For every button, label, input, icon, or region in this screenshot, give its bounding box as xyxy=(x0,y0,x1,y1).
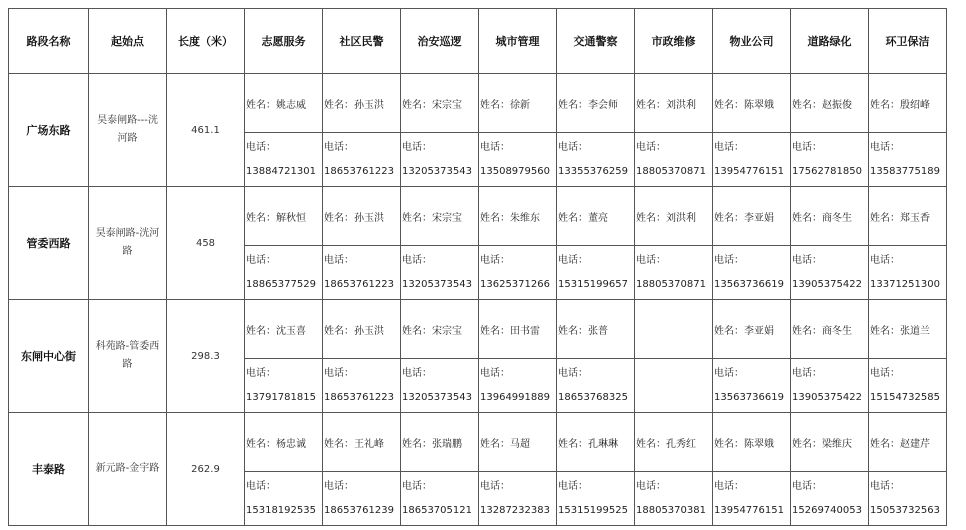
name-label: 姓名： xyxy=(246,438,276,450)
contact-name-cell xyxy=(869,187,947,246)
contact-name-cell xyxy=(869,74,947,133)
contact-name-cell xyxy=(791,187,869,246)
contact-name: 解秋恒 xyxy=(276,212,306,224)
header-span: 起始点 xyxy=(89,9,167,74)
contact-name-cell xyxy=(869,300,947,359)
name-label: 姓名： xyxy=(480,438,510,450)
phone-label: 电话： xyxy=(558,142,588,153)
contact-phone-cell xyxy=(245,133,323,187)
contact-name: 王礼峰 xyxy=(354,438,384,450)
contact-phone-cell xyxy=(323,133,401,187)
header-municipal-repair: 市政维修 xyxy=(635,9,713,74)
phone-label: 电话： xyxy=(636,481,666,492)
contact-phone-cell xyxy=(323,246,401,300)
name-label: 姓名： xyxy=(558,212,588,224)
contact-phone: 13508979560 xyxy=(480,166,550,177)
contact-name: 张道兰 xyxy=(900,325,930,337)
contact-name-cell xyxy=(791,300,869,359)
contact-name-cell xyxy=(869,413,947,472)
header-volunteer: 志愿服务 xyxy=(245,9,323,74)
road-length-cell: 458 xyxy=(167,187,245,300)
road-length-cell: 298.3 xyxy=(167,300,245,413)
phone-label: 电话： xyxy=(870,481,900,492)
name-label: 姓名： xyxy=(870,325,900,337)
road-span-cell: 昊泰闸路---洸河路 xyxy=(89,74,167,187)
contact-name-cell xyxy=(557,413,635,472)
name-label: 姓名： xyxy=(324,99,354,111)
contact-name-cell xyxy=(323,300,401,359)
contact-name: 殷绍峰 xyxy=(900,99,930,111)
contact-phone: 13905375422 xyxy=(792,279,862,290)
contact-name: 孙玉洪 xyxy=(354,212,384,224)
road-duty-table xyxy=(8,8,947,526)
contact-phone-cell xyxy=(791,246,869,300)
road-duty-sheet xyxy=(8,8,947,526)
contact-phone-cell xyxy=(401,133,479,187)
name-label: 姓名： xyxy=(480,212,510,224)
road-length-cell: 461.1 xyxy=(167,74,245,187)
name-label: 姓名： xyxy=(870,99,900,111)
contact-phone-cell xyxy=(869,133,947,187)
contact-phone: 18865377529 xyxy=(246,279,316,290)
phone-label: 电话： xyxy=(558,368,588,379)
phone-label: 电话： xyxy=(792,481,822,492)
contact-phone: 13563736619 xyxy=(714,279,784,290)
contact-phone-cell xyxy=(557,246,635,300)
phone-label: 电话： xyxy=(870,368,900,379)
header-row xyxy=(9,9,947,74)
name-label: 姓名： xyxy=(246,325,276,337)
header-road-name: 路段名称 xyxy=(9,9,89,74)
phone-label: 电话： xyxy=(324,255,354,266)
contact-phone: 15315199657 xyxy=(558,279,628,290)
table-row xyxy=(9,74,947,133)
contact-name: 徐新 xyxy=(510,99,530,111)
contact-phone: 13371251300 xyxy=(870,279,940,290)
contact-phone-cell xyxy=(323,359,401,413)
contact-phone: 13954776151 xyxy=(714,166,784,177)
contact-phone-cell xyxy=(635,359,713,413)
contact-phone: 15269740053 xyxy=(792,505,862,516)
phone-label: 电话： xyxy=(714,255,744,266)
phone-label: 电话： xyxy=(246,142,276,153)
name-label: 姓名： xyxy=(714,325,744,337)
contact-phone-cell xyxy=(401,472,479,526)
contact-name-cell xyxy=(479,187,557,246)
contact-name: 孔秀红 xyxy=(666,438,696,450)
name-label: 姓名： xyxy=(402,325,432,337)
contact-name: 姚志威 xyxy=(276,99,306,111)
contact-phone-cell xyxy=(557,472,635,526)
contact-phone-cell xyxy=(245,246,323,300)
name-label: 姓名： xyxy=(792,99,822,111)
phone-label: 电话： xyxy=(246,368,276,379)
contact-name: 商冬生 xyxy=(822,325,852,337)
contact-name-cell xyxy=(245,187,323,246)
road-name-cell: 丰泰路 xyxy=(9,413,89,526)
header-length: 长度（米） xyxy=(167,9,245,74)
road-length-cell: 262.9 xyxy=(167,413,245,526)
contact-phone: 17562781850 xyxy=(792,166,862,177)
header-property-company: 物业公司 xyxy=(713,9,791,74)
name-label: 姓名： xyxy=(324,325,354,337)
name-label: 姓名： xyxy=(792,212,822,224)
table-row xyxy=(9,413,947,472)
name-label: 姓名： xyxy=(480,99,510,111)
contact-name-cell xyxy=(245,413,323,472)
name-label: 姓名： xyxy=(558,99,588,111)
contact-name: 赵振俊 xyxy=(822,99,852,111)
phone-label: 电话： xyxy=(480,368,510,379)
name-label: 姓名： xyxy=(402,99,432,111)
contact-name: 孙玉洪 xyxy=(354,99,384,111)
contact-phone: 18805370871 xyxy=(636,279,706,290)
name-label: 姓名： xyxy=(402,212,432,224)
phone-label: 电话： xyxy=(792,368,822,379)
name-label: 姓名： xyxy=(324,438,354,450)
contact-name: 马超 xyxy=(510,438,530,450)
contact-name: 杨忠诚 xyxy=(276,438,306,450)
phone-label: 电话： xyxy=(870,142,900,153)
name-label: 姓名： xyxy=(714,438,744,450)
contact-phone: 13287232383 xyxy=(480,505,550,516)
contact-name-cell xyxy=(635,413,713,472)
contact-phone-cell xyxy=(791,359,869,413)
name-label: 姓名： xyxy=(558,325,588,337)
road-span-cell: 科苑路-管委西路 xyxy=(89,300,167,413)
contact-phone: 18653761223 xyxy=(324,166,394,177)
contact-phone-cell xyxy=(245,472,323,526)
contact-name-cell xyxy=(557,187,635,246)
contact-phone: 18805370381 xyxy=(636,505,706,516)
contact-name-cell xyxy=(479,413,557,472)
contact-name-cell xyxy=(479,300,557,359)
contact-phone: 18805370871 xyxy=(636,166,706,177)
contact-phone-cell xyxy=(791,133,869,187)
name-label: 姓名： xyxy=(480,325,510,337)
contact-name-cell xyxy=(713,74,791,133)
contact-name-cell xyxy=(323,74,401,133)
name-label: 姓名： xyxy=(870,212,900,224)
header-security-patrol: 治安巡逻 xyxy=(401,9,479,74)
contact-name: 孙玉洪 xyxy=(354,325,384,337)
contact-name: 李亚娟 xyxy=(744,325,774,337)
contact-phone: 13205373543 xyxy=(402,166,472,177)
name-label: 姓名： xyxy=(558,438,588,450)
contact-phone-cell xyxy=(479,472,557,526)
contact-phone: 18653761223 xyxy=(324,392,394,403)
contact-name-cell xyxy=(791,413,869,472)
contact-name-cell xyxy=(713,413,791,472)
name-label: 姓名： xyxy=(714,212,744,224)
contact-phone-cell xyxy=(557,359,635,413)
contact-phone-cell xyxy=(791,472,869,526)
name-label: 姓名： xyxy=(636,438,666,450)
contact-phone-cell xyxy=(713,359,791,413)
contact-phone: 13964991889 xyxy=(480,392,550,403)
contact-phone-cell xyxy=(713,472,791,526)
contact-name-cell xyxy=(479,74,557,133)
phone-label: 电话： xyxy=(714,142,744,153)
contact-name-cell xyxy=(245,300,323,359)
phone-label: 电话： xyxy=(870,255,900,266)
phone-label: 电话： xyxy=(402,481,432,492)
contact-name: 刘洪利 xyxy=(666,212,696,224)
phone-label: 电话： xyxy=(480,255,510,266)
header-road-greening: 道路绿化 xyxy=(791,9,869,74)
name-label: 姓名： xyxy=(246,212,276,224)
phone-label: 电话： xyxy=(636,255,666,266)
contact-phone-cell xyxy=(869,472,947,526)
name-label: 姓名： xyxy=(636,99,666,111)
header-traffic-police: 交通警察 xyxy=(557,9,635,74)
contact-phone-cell xyxy=(323,472,401,526)
contact-phone-cell xyxy=(635,133,713,187)
contact-name: 郑玉香 xyxy=(900,212,930,224)
phone-label: 电话： xyxy=(402,368,432,379)
phone-label: 电话： xyxy=(246,255,276,266)
contact-phone-cell xyxy=(635,246,713,300)
header-sanitation: 环卫保洁 xyxy=(869,9,947,74)
contact-phone: 13884721301 xyxy=(246,166,316,177)
contact-name: 张瑞鹏 xyxy=(432,438,462,450)
contact-phone: 18653761223 xyxy=(324,279,394,290)
road-span-cell: 昊泰闸路-洸河路 xyxy=(89,187,167,300)
contact-name-cell xyxy=(713,300,791,359)
contact-phone-cell xyxy=(869,246,947,300)
table-body xyxy=(9,74,947,526)
contact-name: 陈翠娥 xyxy=(744,438,774,450)
contact-name: 宋宗宝 xyxy=(432,212,462,224)
contact-name: 陈翠娥 xyxy=(744,99,774,111)
name-label: 姓名： xyxy=(324,212,354,224)
road-name-cell: 管委西路 xyxy=(9,187,89,300)
contact-name-cell xyxy=(557,300,635,359)
contact-phone: 18653768325 xyxy=(558,392,628,403)
contact-name-cell xyxy=(323,187,401,246)
phone-label: 电话： xyxy=(246,481,276,492)
phone-label: 电话： xyxy=(480,481,510,492)
contact-name: 张普 xyxy=(588,325,608,337)
name-label: 姓名： xyxy=(636,212,666,224)
name-label: 姓名： xyxy=(246,99,276,111)
name-label: 姓名： xyxy=(792,325,822,337)
road-name-cell: 广场东路 xyxy=(9,74,89,187)
contact-name-cell xyxy=(323,413,401,472)
contact-phone-cell xyxy=(557,133,635,187)
contact-phone-cell xyxy=(401,246,479,300)
contact-name: 赵建芹 xyxy=(900,438,930,450)
contact-name: 商冬生 xyxy=(822,212,852,224)
name-label: 姓名： xyxy=(792,438,822,450)
contact-name: 田书雷 xyxy=(510,325,540,337)
phone-label: 电话： xyxy=(324,142,354,153)
contact-phone-cell xyxy=(245,359,323,413)
contact-name-cell xyxy=(635,187,713,246)
phone-label: 电话： xyxy=(324,368,354,379)
table-row xyxy=(9,187,947,246)
phone-label: 电话： xyxy=(714,368,744,379)
name-label: 姓名： xyxy=(870,438,900,450)
table-row xyxy=(9,300,947,359)
contact-phone: 13205373543 xyxy=(402,392,472,403)
contact-phone: 13355376259 xyxy=(558,166,628,177)
contact-name: 朱维东 xyxy=(510,212,540,224)
phone-label: 电话： xyxy=(402,142,432,153)
phone-label: 电话： xyxy=(402,255,432,266)
contact-name-cell xyxy=(401,74,479,133)
contact-name-cell xyxy=(401,413,479,472)
contact-name: 宋宗宝 xyxy=(432,99,462,111)
name-label: 姓名： xyxy=(714,99,744,111)
name-label: 姓名： xyxy=(402,438,432,450)
header-community-police: 社区民警 xyxy=(323,9,401,74)
phone-label: 电话： xyxy=(558,255,588,266)
contact-phone: 13563736619 xyxy=(714,392,784,403)
contact-phone-cell xyxy=(401,359,479,413)
contact-phone: 13625371266 xyxy=(480,279,550,290)
contact-phone: 13205373543 xyxy=(402,279,472,290)
road-name-cell: 东闸中心街 xyxy=(9,300,89,413)
phone-label: 电话： xyxy=(792,255,822,266)
contact-phone: 15315199525 xyxy=(558,505,628,516)
contact-name-cell xyxy=(635,300,713,359)
contact-name-cell xyxy=(791,74,869,133)
contact-name: 刘洪利 xyxy=(666,99,696,111)
contact-phone: 13954776151 xyxy=(714,505,784,516)
phone-label: 电话： xyxy=(636,142,666,153)
contact-phone-cell xyxy=(479,246,557,300)
contact-phone: 15154732585 xyxy=(870,392,940,403)
contact-phone-cell xyxy=(713,246,791,300)
contact-name-cell xyxy=(635,74,713,133)
header-city-management: 城市管理 xyxy=(479,9,557,74)
contact-name: 董亮 xyxy=(588,212,608,224)
contact-name-cell xyxy=(401,187,479,246)
contact-name: 沈玉喜 xyxy=(276,325,306,337)
phone-label: 电话： xyxy=(480,142,510,153)
contact-name: 宋宗宝 xyxy=(432,325,462,337)
contact-name-cell xyxy=(245,74,323,133)
contact-name-cell xyxy=(713,187,791,246)
contact-phone-cell xyxy=(479,359,557,413)
contact-phone: 18653761239 xyxy=(324,505,394,516)
contact-name: 孔琳琳 xyxy=(588,438,618,450)
contact-phone: 13905375422 xyxy=(792,392,862,403)
contact-phone: 13583775189 xyxy=(870,166,940,177)
contact-name-cell xyxy=(557,74,635,133)
phone-label: 电话： xyxy=(792,142,822,153)
contact-name: 李会师 xyxy=(588,99,618,111)
phone-label: 电话： xyxy=(558,481,588,492)
phone-label: 电话： xyxy=(714,481,744,492)
contact-phone: 13791781815 xyxy=(246,392,316,403)
contact-phone: 15318192535 xyxy=(246,505,316,516)
contact-name: 梁维庆 xyxy=(822,438,852,450)
contact-phone-cell xyxy=(713,133,791,187)
phone-label: 电话： xyxy=(324,481,354,492)
contact-phone-cell xyxy=(635,472,713,526)
contact-phone: 18653705121 xyxy=(402,505,472,516)
contact-phone-cell xyxy=(479,133,557,187)
contact-phone: 15053732563 xyxy=(870,505,940,516)
road-span-cell: 新元路-金宇路 xyxy=(89,413,167,526)
contact-phone-cell xyxy=(869,359,947,413)
contact-name-cell xyxy=(401,300,479,359)
contact-name: 李亚娟 xyxy=(744,212,774,224)
